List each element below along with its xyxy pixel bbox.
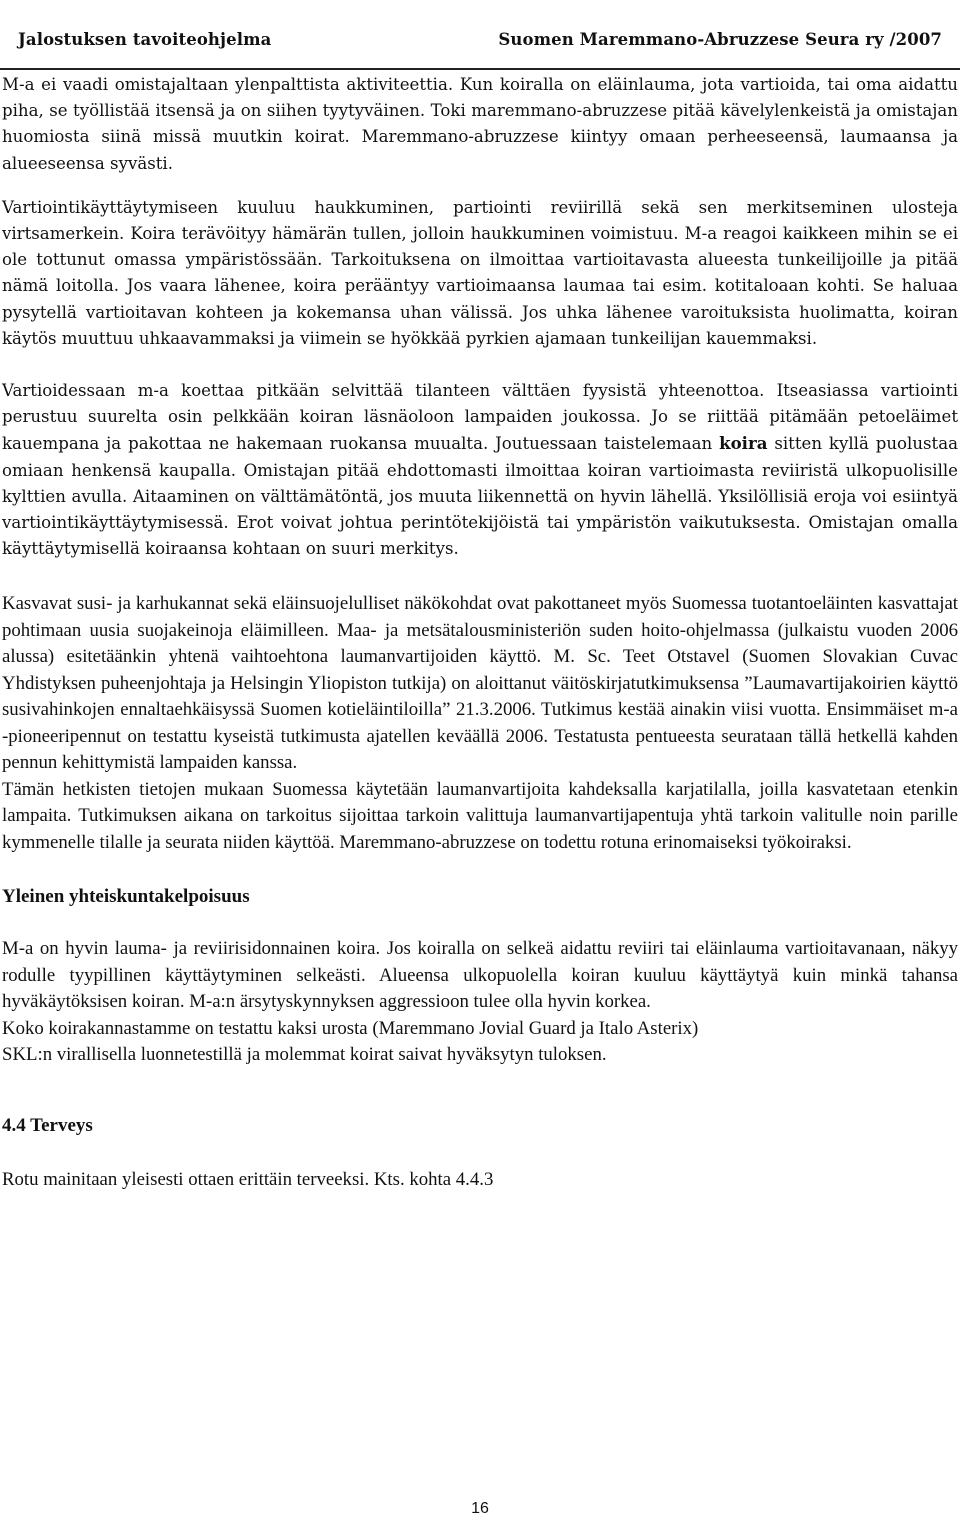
paragraph-test-result: SKL:n virallisella luonnetestillä ja molemmat koirat saivat hyväksytyn tuloksen. — [2, 1044, 607, 1066]
paragraph-guarding-behavior: Vartiointikäyttäytymiseen kuuluu haukkuminen, partiointi reviirillä sekä sen merkitseminen ulosteja virtsamerkein. Koira terävöityy hämärän tullen, jolloin haukkuminen voimistuu. M-a reagoi kaikkeen mihin se ei ole tottunut omassa ympäristössään. Tarkoituksena on ilmoittaa vartioitavasta alueesta tunkeilijoille ja pitää nämä loitolla. Jos vaara lähenee, koira perääntyy vartioimaansa laumaa tai esim. kotitaloaan kohti. Se haluaa pysytellä vartioitavan kohteen ja kokemansa uhan välissä. Jos uhka lähenee varoituksista huolimatta, koiran käytös muuttuu uhkaavammaksi ja viimein se hyökkää pyrkien ajamaan tunkeilijan kauemmaksi. — [2, 197, 958, 348]
section-heading-health: 4.4 Terveys — [2, 1114, 93, 1136]
document-body — [2, 72, 958, 1193]
paragraph-health: Rotu mainitaan yleisesti ottaen erittäin terveeksi. Kts. kohta 4.4.3 — [2, 1168, 494, 1190]
section-heading-social: Yleinen yhteiskuntakelpoisuus — [2, 886, 250, 908]
page-number: 16 — [471, 1500, 489, 1517]
paragraph-current-use: Tämän hetkisten tietojen mukaan Suomessa käytetään laumanvartijoita kahdeksalla karjatilalla, joilla kasvatetaan etenkin lampaita. Tutkimuksen aikana on tarkoitus sijoittaa tarkoin valittuja laumanvartijapentuja yhtä tarkoin valitulle noin parille kymmenelle tilalle ja seurata niiden käyttöä. Maremmano-abruzzese on todettu rotuna erinomaiseksi työkoiraksi. — [2, 778, 958, 853]
paragraph-predators: Kasvavat susi- ja karhukannat sekä eläinsuojelulliset näkökohdat ovat pakottaneet myös Suomessa tuotantoeläinten kasvattajat pohtimaan uusia suojakeinoja eläimilleen. Maa- ja metsätalousministeriön suden hoito-ohjelmassa (julkaistu vuoden 2006 alussa) esitetäänkin yhtenä vaihtoehtona laumanvartijoiden käyttö. M. Sc. Teet Otstavel (Suomen Slovakian Cuvac Yhdistyksen puheenjohtaja ja Helsingin Yliopiston tutkija) on aloittanut väitöskirjatutkimuksensa ”Laumavartijakoirien käyttö susivahinkojen ennaltaehkäisyssä Suomen kotieläintiloilla” 21.3.2006. Tutkimus kestää ainakin viisi vuotta. Ensimmäiset m-a -pioneeripennut on testattu kyseistä tutkimusta ajatellen keväällä 2006. Testatusta pentueesta seurataan tällä hetkellä kahden pennun kehittymistä lampaiden kanssa. — [2, 593, 958, 774]
header-divider — [0, 68, 960, 70]
paragraph-guarding-approach — [2, 378, 958, 562]
page-header — [18, 30, 942, 49]
paragraph-activity: M-a ei vaadi omistajaltaan ylenpalttista aktiviteettia. Kun koiralla on eläinlauma, jota vartioida, tai oma aidattu piha, se työllistää itsensä ja on siihen tyytyväinen. Toki maremmano-abruzzese pitää kävelylenkeistä ja omistajan huomiosta siinä missä muutkin koirat. Maremmano-abruzzese kiintyy omaan perheeseensä, laumaansa ja alueeseensa syvästi. — [2, 75, 958, 173]
paragraph-text: sitten kyllä puolustaa omiaan henkensä kaupalla. Omistajan pitää ehdottomasti ilmoittaa koiran vartioimasta reviiristä ulkopuolisille kylttien avulla. Aitaaminen on välttämätöntä, jos muuta liikennettä on hyvin lähellä. Yksilöllisiä eroja voi esiintyä vartiointikäyttäytymisessä. Erot voivat johtua perintötekijöistä tai ympäristön vaikutuksesta. Omistajan omalla käyttäytymisellä koiraansa kohtaan on suuri merkitys. — [2, 434, 958, 559]
header-left-title: Jalostuksen tavoiteohjelma — [18, 30, 272, 49]
paragraph-text: Vartioidessaan m-a koettaa pitkään selvittää tilanteen välttäen fyysistä yhteenottoa. Itseasiassa vartiointi perustuu suurelta osin pelkkään koiran läsnäoloon lampaiden joukossa. Jo se riittää pitämään petoeläimet kauempana ja pakottaa ne hakemaan ruokansa muualta. Joutuessaan taistelemaan — [2, 381, 958, 454]
paragraph-tested-dogs: Koko koirakannastamme on testattu kaksi urosta (Maremmano Jovial Guard ja Italo Asterix) — [2, 1017, 699, 1039]
bold-word: koira — [719, 433, 768, 454]
header-right-title: Suomen Maremmano-Abruzzese Seura ry /2007 — [498, 30, 942, 49]
paragraph-social: M-a on hyvin lauma- ja reviirisidonnainen koira. Jos koiralla on selkeä aidattu reviiri tai eläinlauma vartioitavanaan, näkyy rodulle tyypillinen käyttäytyminen selkeästi. Alueensa ulkopuolella koiran kuuluu käyttäytyä kuin minkä tahansa hyväkäytöksisen koiran. M-a:n ärsytyskynnyksen aggressioon tulee olla hyvin korkea. — [2, 938, 958, 1013]
